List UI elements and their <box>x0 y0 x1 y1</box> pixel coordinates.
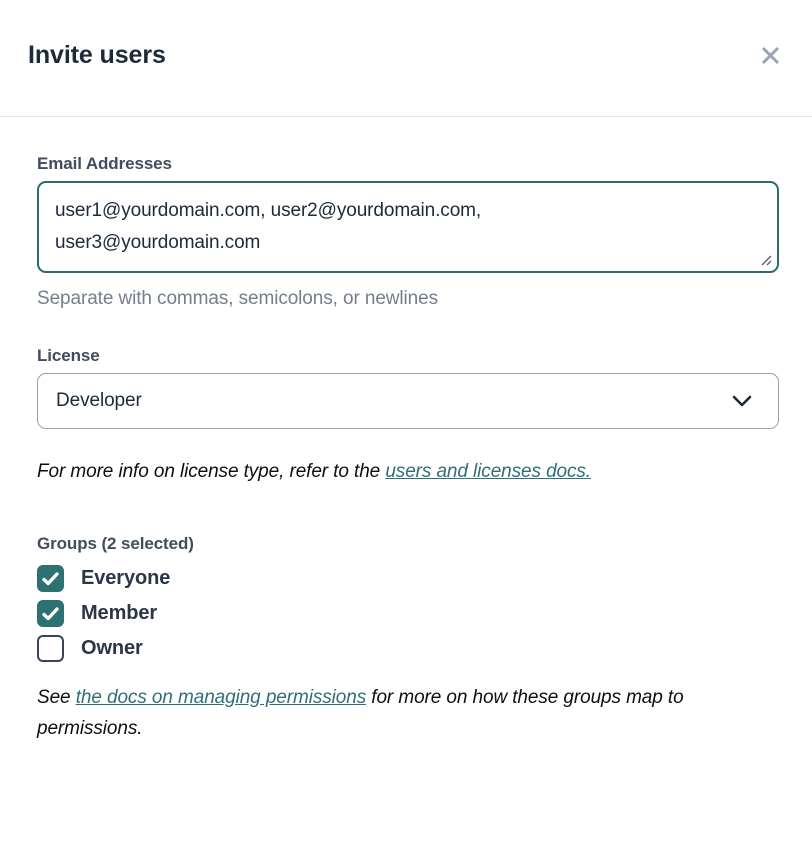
checkbox-owner[interactable] <box>37 635 64 662</box>
check-icon <box>42 572 59 586</box>
groups-note-suffix: for more on how these groups map to permissions. <box>37 687 684 739</box>
managing-permissions-docs-link[interactable]: the docs on managing permissions <box>75 687 367 708</box>
checkbox-everyone[interactable] <box>37 565 64 592</box>
email-helper-text: Separate with commas, semicolons, or newlines <box>37 288 439 309</box>
groups-note <box>37 682 779 744</box>
email-textarea-wrap <box>37 181 779 273</box>
group-label-owner: Owner <box>81 637 143 659</box>
group-row-member[interactable] <box>37 600 779 627</box>
group-row-owner[interactable] <box>37 635 779 662</box>
email-addresses-textarea[interactable] <box>37 181 779 273</box>
groups-label: Groups (2 selected) <box>37 534 194 553</box>
group-list <box>37 565 779 662</box>
license-label: License <box>37 346 100 365</box>
modal-header <box>0 0 812 117</box>
group-label-everyone: Everyone <box>81 567 171 589</box>
email-addresses-label: Email Addresses <box>37 154 172 173</box>
users-and-licenses-docs-link[interactable]: users and licenses docs. <box>385 461 591 482</box>
modal-title: Invite users <box>28 41 166 69</box>
license-note-prefix: For more info on license type, refer to the <box>37 461 386 482</box>
license-select[interactable] <box>37 373 779 429</box>
modal-body <box>0 153 812 784</box>
checkbox-member[interactable] <box>37 600 64 627</box>
chevron-down-icon <box>732 395 752 407</box>
groups-note-prefix: See <box>37 687 76 708</box>
license-note <box>37 456 779 487</box>
group-row-everyone[interactable] <box>37 565 779 592</box>
close-button[interactable] <box>757 42 784 69</box>
license-selected-value: Developer <box>56 390 142 411</box>
resize-grip-icon[interactable] <box>759 253 772 266</box>
close-icon <box>759 55 782 70</box>
check-icon <box>42 607 59 621</box>
group-label-member: Member <box>81 602 158 624</box>
